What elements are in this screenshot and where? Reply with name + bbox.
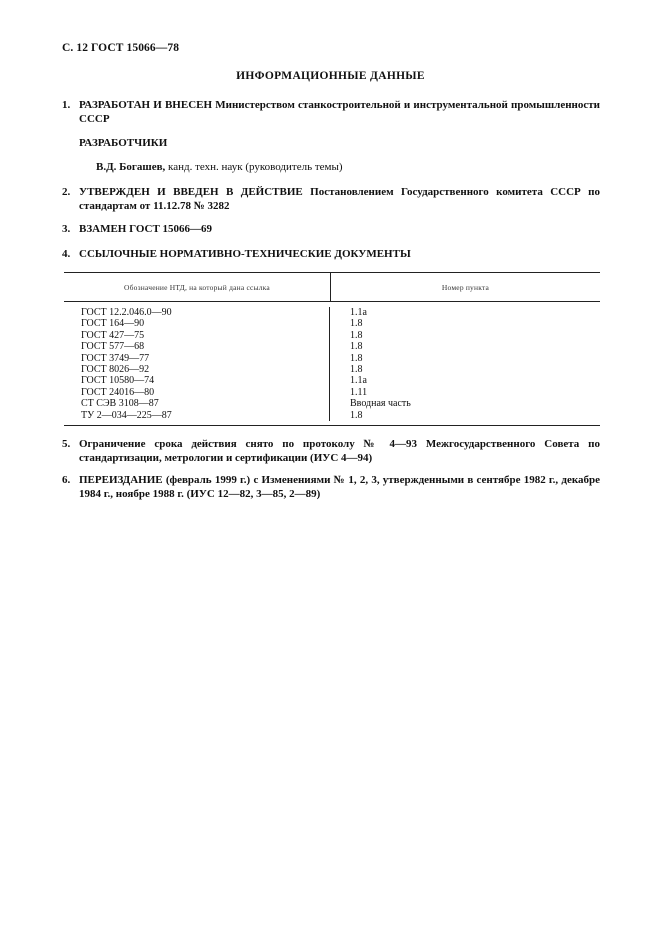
item-text: Постановлением Государственного комитета СССР по стандартам от 11.12.78 № 3282 (79, 186, 601, 212)
table-cell-clause: 1.1а (350, 307, 367, 318)
table-cell-designation: СТ СЭВ 3108—87 (81, 398, 159, 410)
table-cell-clause: 1.11 (350, 386, 368, 398)
designation-column (64, 307, 330, 421)
document-title: ИНФОРМАЦИОННЫЕ ДАННЫЕ (236, 70, 425, 82)
item-number: 5. (62, 438, 71, 450)
table-header-clause: Номер пункта (441, 282, 490, 292)
item-bold-text: Ограничение срока действия снято по протоколу № 4—93 Межгосударственного Совета по стандартизации, метрологии и сертификации (ИУС 4—94) (79, 438, 600, 464)
table-cell-designation: ГОСТ 10580—74 (81, 375, 155, 387)
developer-entry (96, 160, 343, 174)
table-cell-clause: 1.8 (350, 409, 363, 421)
item-bold-text: УТВЕРЖДЕН И ВВЕДЕН В ДЕЙСТВИЕ (79, 186, 303, 198)
table-header-designation: Обозначение НТД, на который дана ссылка (64, 273, 331, 301)
info-item-2 (62, 185, 600, 213)
table-cell-designation: ГОСТ 3749—77 (81, 352, 150, 364)
item-bold-text: ПЕРЕИЗДАНИЕ (февраль 1999 г.) с Изменениями № 1, 2, 3, утвержденными в сентябре 1982 г., декабре 1984 г., ноябре 1988 г. (ИУС 12—82, 3—85, 2—89) (79, 474, 600, 500)
table-cell-designation: ТУ 2—034—225—87 (81, 409, 172, 421)
item-number: 3. (62, 223, 71, 235)
table-cell-designation: ГОСТ 12.2.046.0—90 (81, 307, 172, 318)
developer-details: канд. техн. наук (руководитель темы) (168, 161, 343, 173)
item-number: 6. (62, 474, 71, 486)
table-body (64, 302, 600, 425)
table-cell-clause: 1.8 (350, 352, 363, 364)
info-item-5 (62, 437, 600, 465)
table-cell-clause: 1.1а (350, 375, 367, 387)
table-cell-clause: 1.8 (350, 341, 363, 353)
table-cell-clause: 1.8 (350, 329, 363, 341)
info-item-4 (62, 247, 600, 261)
item-bold-text: ВЗАМЕН ГОСТ 15066—69 (79, 223, 213, 235)
item-number: 2. (62, 186, 71, 198)
table-header-row (64, 273, 600, 302)
item-bold-text: РАЗРАБОТАН И ВНЕСЕН (79, 99, 213, 111)
developer-name: В.Д. Богашев, (96, 161, 166, 173)
table-cell-clause: 1.8 (350, 318, 363, 330)
table-cell-designation: ГОСТ 8026—92 (81, 363, 150, 375)
page-header: С. 12 ГОСТ 15066—78 (62, 42, 180, 54)
item-text: Министерством станкостроительной и инструментальной промышленности СССР (79, 99, 601, 125)
info-item-1 (62, 98, 600, 126)
info-item-6 (62, 473, 600, 501)
table-cell-designation: ГОСТ 427—75 (81, 329, 145, 341)
table-cell-clause: 1.8 (350, 363, 363, 375)
table-cell-clause: Вводная часть (350, 398, 411, 410)
reference-documents-table (64, 272, 600, 426)
table-cell-designation: ГОСТ 164—90 (81, 318, 145, 330)
table-cell-designation: ГОСТ 577—68 (81, 341, 145, 353)
developers-heading: РАЗРАБОТЧИКИ (79, 137, 168, 149)
item-number: 4. (62, 248, 71, 260)
item-bold-text: ССЫЛОЧНЫЕ НОРМАТИВНО-ТЕХНИЧЕСКИЕ ДОКУМЕНТЫ (79, 248, 411, 260)
item-number: 1. (62, 99, 71, 111)
table-cell-designation: ГОСТ 24016—80 (81, 386, 155, 398)
clause-column (330, 307, 600, 421)
info-item-3 (62, 222, 600, 236)
